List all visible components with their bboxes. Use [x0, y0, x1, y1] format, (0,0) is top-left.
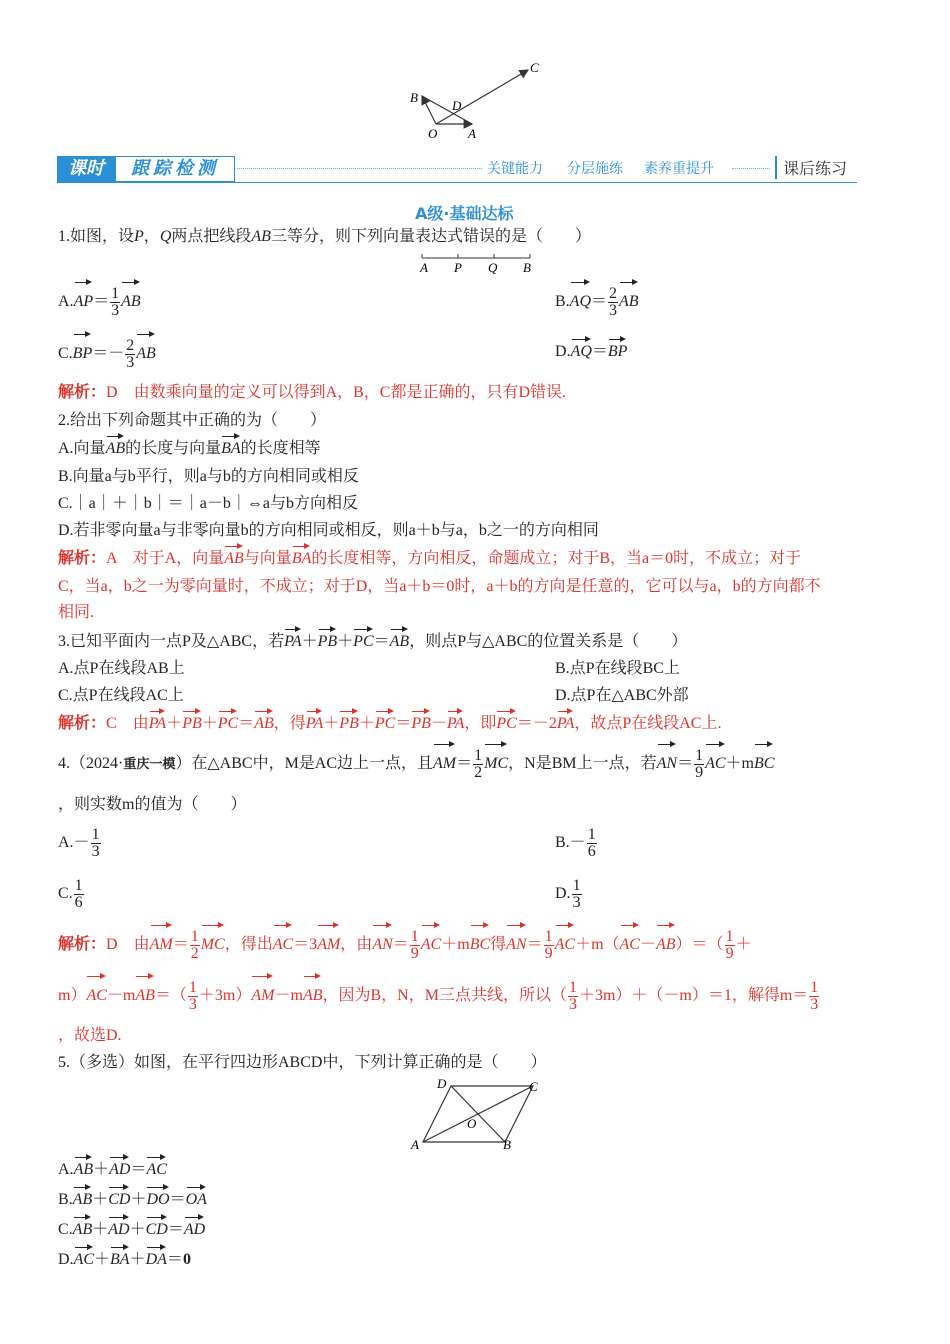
svg-text:A: A — [411, 1137, 419, 1152]
q2-option-a[interactable]: A.向量AB的长度与向量BA的长度相等 — [58, 438, 321, 460]
q4-answer-line-1: 解析：D 由AM＝ $\frac{1}{2}$ MC，得出AC＝3AM，由AN＝ $\frac{1}{9}$ AC＋mBC得AN＝ $\frac{1}{9}$ AC＋m（AC－AB）＝（ $\frac{1}{9}$ ＋ — [58, 927, 752, 962]
question-4-line-2: ，则实数m的值为（ ） — [58, 796, 247, 813]
q2-answer-line-1: 解析：A 对于A，向量AB与向量BA的长度相等，方向相反，命题成立；对于B，当a＝0时，不成立；对于 — [58, 548, 801, 570]
question-3-stem: 3.已知平面内一点P及△ABC，若PA＋PB＋PC＝AB，则点P与△ABC的位置关系是（ ） — [58, 631, 687, 653]
banner-right-title: 课后练习 — [775, 156, 847, 179]
svg-text:B: B — [503, 1137, 511, 1152]
svg-text:C: C — [529, 1079, 538, 1094]
q1-option-d[interactable]: D.AQ＝BP — [555, 341, 627, 363]
svg-text:P: P — [454, 260, 462, 275]
svg-text:B: B — [523, 260, 531, 275]
fig-label: A — [468, 126, 476, 141]
banner-nav-item: 素养重提升 — [644, 161, 714, 177]
q1-option-c[interactable]: C.BP＝－ $\frac{2}{3}$ AB — [58, 336, 156, 371]
q2-option-c[interactable]: C.｜a｜＋｜b｜＝｜a－b｜⇔a与b方向相反 — [58, 495, 358, 512]
parallelogram-figure — [405, 1076, 550, 1154]
fig-label: C — [530, 60, 539, 75]
q2-option-d[interactable]: D.若非零向量a与非零向量b的方向相同或相反，则a＋b与a，b之一的方向相同 — [58, 522, 599, 539]
segment-figure — [410, 250, 540, 276]
q4-answer-line-3: ，故选D. — [58, 1027, 122, 1044]
banner-tag-lesson: 课时 — [57, 156, 115, 182]
fig-label: O — [428, 126, 438, 141]
q1-answer: 解析：D 由数乘向量的定义可以得到A，B，C都是正确的，只有D错误. — [58, 384, 567, 401]
fig-label: D — [452, 98, 462, 113]
q5-option-a[interactable]: A.AB＋AD＝AC — [58, 1159, 167, 1181]
question-5-stem: 5.（多选）如图，在平行四边形ABCD中，下列计算正确的是（ ） — [58, 1054, 547, 1071]
q3-option-d[interactable]: D.点P在△ABC外部 — [555, 687, 689, 704]
q3-option-b[interactable]: B.点P在线段BC上 — [555, 660, 680, 677]
section-banner — [57, 154, 857, 184]
q2-answer-line-2: C，当a，b之一为零向量时，不成立；对于D，当a＋b＝0时，a＋b的方向是任意的，它可以与a，b的方向都不 — [58, 578, 821, 595]
banner-tag-tracking: 跟踪检测 — [115, 156, 235, 182]
svg-text:A: A — [420, 260, 428, 275]
q4-option-b[interactable]: B.－ $\frac{1}{6}$ — [555, 825, 596, 860]
question-4-stem: 4.（2024·重庆一模）在△ABC中，M是AC边上一点，且AM＝ $\frac{1}{2}$ MC，N是BM上一点，若AN＝ $\frac{1}{9}$ AC＋mBC — [58, 746, 775, 781]
q3-answer: 解析：C 由PA＋PB＋PC＝AB，得PA＋PB＋PC＝PB－PA，即PC＝－2PA，故点P在线段AC上. — [58, 713, 721, 735]
q4-answer-line-2: m）AC－mAB＝（ $\frac{1}{3}$ ＋3m）AM－mAB，因为B，N，M三点共线，所以（ $\frac{1}{3}$ ＋3m）＋（－m）＝1，解得m＝ $\frac{1}{3}$ — [58, 978, 819, 1013]
section-title: A级·基础达标 — [415, 204, 514, 223]
q1-option-a[interactable]: A.AP＝ $\frac{1}{3}$ AB — [58, 284, 141, 319]
question-1-stem: 1.如图，设P，Q两点把线段AB三等分，则下列向量表达式错误的是（ ） — [58, 228, 591, 245]
q1-option-b[interactable]: B.AQ＝ $\frac{2}{3}$ AB — [555, 284, 639, 319]
svg-text:O: O — [467, 1116, 477, 1131]
svg-text:D: D — [437, 1076, 447, 1091]
question-2-stem: 2.给出下列命题其中正确的为（ ） — [58, 412, 327, 429]
q4-option-d[interactable]: D. $\frac{1}{3}$ — [555, 876, 581, 911]
banner-nav-item: 分层施练 — [567, 161, 623, 177]
top-figure — [400, 58, 550, 142]
q4-option-c[interactable]: C. $\frac{1}{6}$ — [58, 876, 83, 911]
q2-option-b[interactable]: B.向量a与b平行，则a与b的方向相同或相反 — [58, 468, 359, 485]
q5-option-c[interactable]: C.AB＋AD＋CD＝AD — [58, 1219, 205, 1241]
fig-label: B — [410, 90, 418, 105]
svg-text:Q: Q — [488, 260, 498, 275]
q4-option-a[interactable]: A.－ $\frac{1}{3}$ — [58, 825, 100, 860]
q5-option-d[interactable]: D.AC＋BA＋DA＝0 — [58, 1249, 191, 1271]
q3-option-a[interactable]: A.点P在线段AB上 — [58, 660, 185, 677]
q2-answer-line-3: 相同. — [58, 604, 95, 621]
q5-option-b[interactable]: B.AB＋CD＋DO＝OA — [58, 1189, 207, 1211]
banner-nav-item: 关键能力 — [487, 161, 543, 177]
q3-option-c[interactable]: C.点P在线段AC上 — [58, 687, 184, 704]
